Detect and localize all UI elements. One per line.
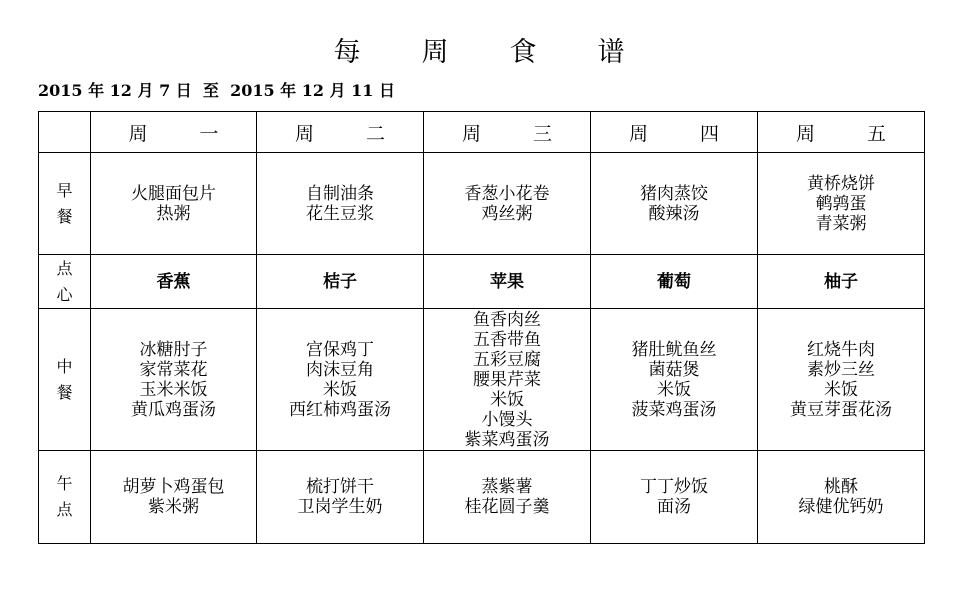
menu-item: 红烧牛肉 (807, 339, 875, 360)
menu-item: 胡萝卜鸡蛋包 (122, 477, 225, 497)
menu-item: 菌菇煲 (648, 359, 700, 380)
menu-item: 米饭 (657, 379, 691, 400)
day-header-num: 二 (366, 122, 386, 145)
meal-label-text: 早餐 (56, 180, 73, 226)
menu-item: 葡萄 (657, 271, 691, 292)
meal-label-text: 点心 (56, 258, 73, 304)
menu-item: 宫保鸡丁 (306, 339, 374, 360)
menu-item: 鸡丝粥 (481, 203, 533, 224)
menu-item: 青菜粥 (815, 213, 867, 234)
menu-cell (424, 153, 591, 255)
title-char: 每 (333, 37, 363, 68)
menu-item: 鱼香肉丝 (473, 309, 541, 330)
day-header (758, 112, 925, 153)
title-char: 食 (509, 37, 539, 68)
menu-cell (424, 451, 591, 544)
day-header-num: 三 (533, 122, 553, 145)
menu-item: 梳打饼干 (306, 477, 374, 497)
day-header (424, 112, 591, 153)
menu-item: 柚子 (824, 271, 858, 292)
menu-item: 家常菜花 (139, 359, 208, 380)
page-title (0, 30, 960, 69)
menu-item: 五香带鱼 (473, 329, 541, 350)
menu-cell (424, 255, 591, 309)
menu-item: 鹌鹑蛋 (815, 193, 867, 214)
menu-item: 素炒三丝 (807, 359, 875, 380)
menu-item: 热粥 (156, 203, 191, 224)
day-header-week: 周 (795, 122, 815, 145)
menu-item: 西红柿鸡蛋汤 (289, 399, 391, 420)
day-header-week: 周 (294, 122, 314, 145)
menu-cell (257, 153, 424, 255)
menu-cell (91, 309, 257, 451)
day-header-num: 一 (199, 122, 219, 145)
meal-row (39, 255, 925, 309)
menu-item: 蒸紫薯 (481, 477, 533, 497)
day-header (91, 112, 257, 153)
menu-item: 黄瓜鸡蛋汤 (131, 399, 216, 420)
menu-item: 香葱小花卷 (464, 183, 550, 204)
menu-item: 米饭 (490, 389, 524, 410)
menu-item: 黄豆芽蛋花汤 (790, 399, 892, 420)
menu-cell (91, 451, 257, 544)
menu-item: 火腿面包片 (131, 183, 216, 204)
menu-item: 腰果芹菜 (473, 369, 541, 390)
menu-item: 苹果 (490, 271, 524, 292)
menu-item: 花生豆浆 (306, 203, 374, 224)
weekly-menu-table (38, 111, 925, 544)
day-header (591, 112, 758, 153)
menu-item: 桂花圆子羹 (464, 497, 550, 517)
menu-item: 小馒头 (481, 409, 533, 430)
meal-label-text: 午点 (56, 474, 73, 519)
date-range: 2015 年 12 月 7 日 至 2015 年 12 月 11 日 (38, 81, 395, 100)
menu-cell (758, 451, 925, 544)
day-header-num: 四 (700, 122, 720, 145)
menu-cell (591, 153, 758, 255)
menu-item: 玉米米饭 (139, 379, 208, 400)
meal-label (39, 451, 91, 544)
meal-label (39, 255, 91, 309)
menu-body (39, 153, 925, 544)
menu-cell (257, 255, 424, 309)
menu-item: 冰糖肘子 (139, 339, 208, 360)
meal-row (39, 153, 925, 255)
menu-item: 紫米粥 (148, 497, 199, 517)
menu-cell (91, 153, 257, 255)
menu-cell (424, 309, 591, 451)
menu-item: 米饭 (323, 379, 357, 400)
meal-row (39, 451, 925, 544)
menu-item: 黄桥烧饼 (807, 173, 875, 194)
menu-cell (758, 255, 925, 309)
menu-cell (91, 255, 257, 309)
menu-item: 肉沫豆角 (306, 359, 374, 380)
menu-item: 五彩豆腐 (473, 349, 541, 370)
corner-cell (39, 112, 91, 153)
menu-cell (591, 309, 758, 451)
menu-item: 绿健优钙奶 (798, 497, 884, 517)
menu-cell (257, 309, 424, 451)
menu-item: 猪肉蒸饺 (640, 183, 708, 204)
menu-item: 米饭 (824, 379, 858, 400)
day-header-num: 五 (867, 122, 887, 145)
title-char: 谱 (597, 37, 627, 68)
day-header-week: 周 (128, 122, 148, 145)
menu-item: 桃酥 (824, 477, 858, 497)
menu-cell (591, 451, 758, 544)
header-row (39, 112, 925, 153)
menu-cell (591, 255, 758, 309)
menu-item: 卫岗学生奶 (297, 497, 383, 517)
day-header-week: 周 (461, 122, 481, 145)
menu-cell (758, 153, 925, 255)
menu-item: 菠菜鸡蛋汤 (631, 399, 717, 420)
menu-item: 紫菜鸡蛋汤 (464, 429, 550, 450)
menu-item: 猪肚鱿鱼丝 (631, 339, 717, 360)
day-header (257, 112, 424, 153)
meal-row (39, 309, 925, 451)
menu-item: 桔子 (323, 271, 357, 292)
menu-item: 丁丁炒饭 (640, 477, 708, 497)
meal-label (39, 153, 91, 255)
menu-cell (758, 309, 925, 451)
menu-item: 面汤 (657, 497, 691, 517)
menu-cell (257, 451, 424, 544)
meal-label-text: 中餐 (56, 356, 73, 402)
menu-item: 酸辣汤 (648, 203, 700, 224)
day-header-week: 周 (628, 122, 648, 145)
meal-label (39, 309, 91, 451)
menu-item: 自制油条 (306, 183, 374, 204)
menu-item: 香蕉 (156, 271, 191, 292)
title-char: 周 (421, 37, 451, 68)
